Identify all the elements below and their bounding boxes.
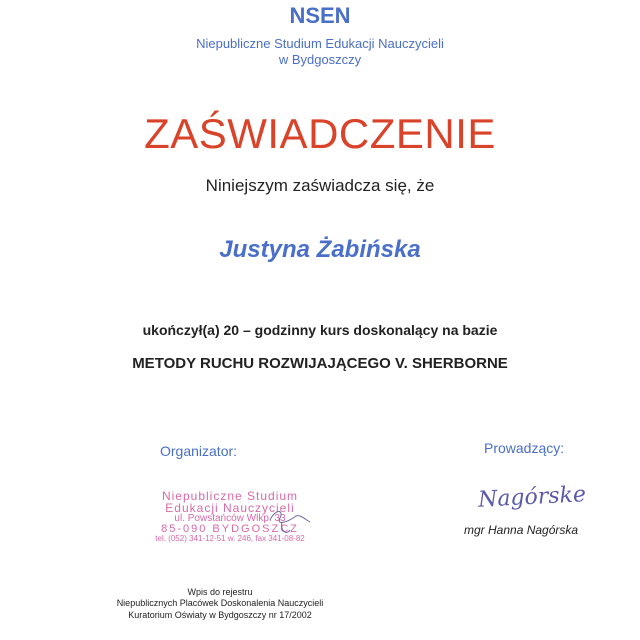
institution-name: Niepubliczne Studium Edukacji Nauczycieli — [196, 36, 444, 51]
institution-city: w Bydgoszczy — [278, 52, 362, 67]
svg-text:Nagórske: Nagórske — [477, 482, 587, 513]
registry-note — [100, 587, 340, 621]
stamp-line: tel. (052) 341-12-51 w. 246, fax 341-08-82 — [155, 534, 305, 543]
stamp-line: 85-090 BYDGOSZCZ — [161, 523, 299, 535]
recipient-name: Justyna Żabińska — [219, 236, 421, 263]
leader-signature — [470, 476, 590, 516]
certificate-title: ZAŚWIADCZENIE — [144, 110, 496, 157]
registry-line: Kuratorium Oświaty w Bydgoszczy nr 17/2002 — [128, 609, 312, 620]
stamp-line: ul. Powstańców Wlkp. 33 — [174, 513, 286, 524]
leader-name: mgr Hanna Nagórska — [464, 523, 579, 537]
registry-line: Wpis do rejestru — [187, 587, 253, 597]
course-method: METODY RUCHU ROZWIJAJĄCEGO V. SHERBORNE — [132, 355, 508, 372]
organizer-signature-scribble — [262, 500, 312, 540]
stamp-line: Niepubliczne Studium — [161, 489, 299, 503]
stamp-line: Edukacji Nauczycieli — [165, 501, 295, 515]
leader-label: Prowadzący: — [484, 440, 565, 456]
registry-line: Niepublicznych Placówek Doskonalenia Nauczycieli — [116, 598, 324, 609]
brand-logo-text: NSEN — [289, 3, 351, 28]
certificate-intro: Niniejszym zaświadcza się, że — [205, 176, 435, 195]
course-description: ukończył(a) 20 – godzinny kurs doskonalący na bazie — [142, 322, 498, 338]
organizer-label: Organizator: — [160, 443, 238, 459]
